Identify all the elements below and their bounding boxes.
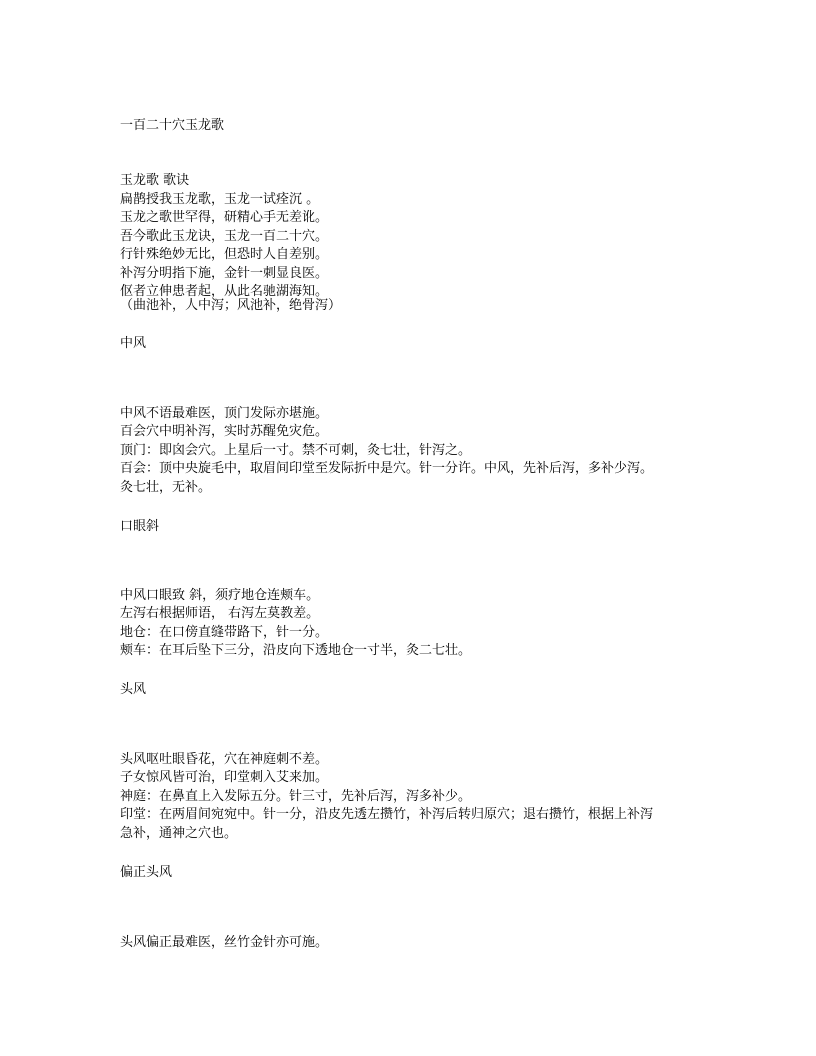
verse-line: 百会穴中明补泻，实时苏醒免灾危。 — [120, 424, 329, 439]
verse-line: 补泻分明指下施，金针一刺显良医。 — [120, 266, 329, 281]
verse-line: 头风呕吐眼昏花，穴在神庭刺不差。 — [120, 752, 329, 767]
verse-line: 中风不语最难医，顶门发际亦堪施。 — [120, 406, 329, 421]
annotation-line: 灸七壮，无补。 — [120, 480, 212, 495]
section-heading: 头风 — [120, 682, 147, 697]
section-heading: 偏正头风 — [120, 865, 173, 880]
verse-line: 吾今歌此玉龙诀，玉龙一百二十穴。 — [120, 229, 329, 244]
annotation-line: 急补，通神之穴也。 — [120, 826, 238, 841]
annotation-line: 印堂：在两眉间宛宛中。针一分，沿皮先透左攒竹，补泻后转归原穴；退右攒竹，根据上补泻 — [120, 807, 654, 822]
verse-note: （曲池补，人中泻；风池补，绝骨泻） — [120, 298, 342, 313]
annotation-line: 百会：顶中央旋毛中，取眉间印堂至发际折中是穴。针一分许。中风，先补后泻，多补少泻。 — [120, 461, 654, 476]
document-title: 一百二十穴玉龙歌 — [120, 118, 225, 133]
annotation-line: 地仓：在口傍直缝带路下，针一分。 — [120, 625, 329, 640]
section-heading: 口眼斜 — [120, 519, 160, 534]
intro-heading: 玉龙歌 歌诀 — [120, 173, 190, 188]
verse-line: 行针殊绝妙无比，但恐时人自差别。 — [120, 247, 329, 262]
verse-line: 头风偏正最难医，丝竹金针亦可施。 — [120, 935, 329, 950]
annotation-line: 顶门：即囟会穴。上星后一寸。禁不可刺，灸七壮，针泻之。 — [120, 443, 472, 458]
verse-line: 左泻右根据师语， 右泻左莫教差。 — [120, 606, 320, 621]
verse-line: 玉龙之歌世罕得，研精心手无差讹。 — [120, 210, 329, 225]
annotation-line: 神庭：在鼻直上入发际五分。针三寸，先补后泻，泻多补少。 — [120, 789, 472, 804]
verse-line: 中风口眼致 斜，须疗地仓连颊车。 — [120, 588, 320, 603]
verse-line: 伛者立伸患者起，从此名驰湖海知。 — [120, 284, 329, 299]
section-heading: 中风 — [120, 336, 147, 351]
annotation-line: 颊车：在耳后坠下三分，沿皮向下透地仓一寸半，灸二七壮。 — [120, 643, 472, 658]
verse-line: 扁鹊授我玉龙歌，玉龙一试痊沉 。 — [120, 192, 320, 207]
verse-line: 子女惊风皆可治，印堂刺入艾来加。 — [120, 770, 329, 785]
